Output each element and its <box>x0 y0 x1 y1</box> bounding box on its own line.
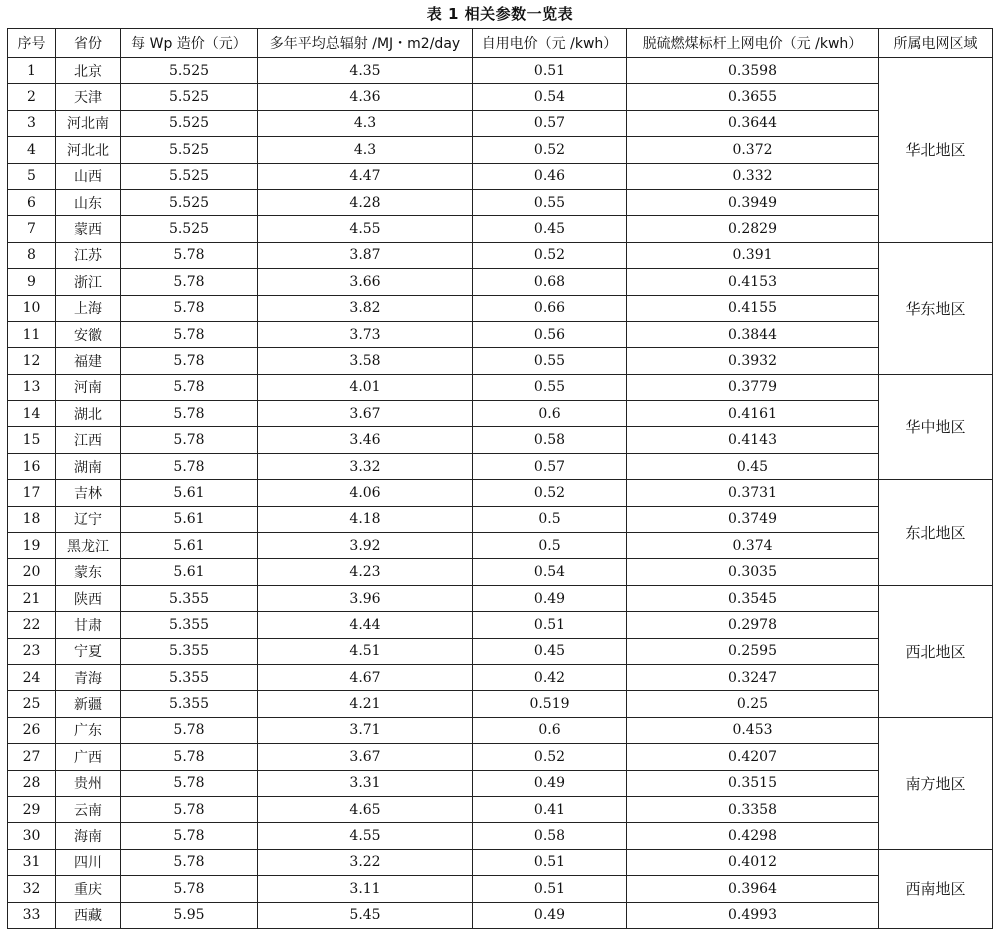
cell-index: 33 <box>8 902 56 928</box>
table-row <box>8 585 993 611</box>
table-row <box>8 163 993 189</box>
cell-radiation: 4.06 <box>258 480 473 506</box>
cell-index: 3 <box>8 110 56 136</box>
cell-cost-per-wp: 5.525 <box>121 216 258 242</box>
cell-province: 江西 <box>56 427 121 453</box>
cell-radiation: 3.82 <box>258 295 473 321</box>
cell-radiation: 3.71 <box>258 717 473 743</box>
cell-radiation: 4.21 <box>258 691 473 717</box>
cell-province: 蒙东 <box>56 559 121 585</box>
cell-cost-per-wp: 5.78 <box>121 823 258 849</box>
cell-grid-price: 0.3644 <box>627 110 879 136</box>
cell-self-use-price: 0.57 <box>473 453 627 479</box>
cell-radiation: 4.3 <box>258 110 473 136</box>
cell-self-use-price: 0.6 <box>473 401 627 427</box>
cell-self-use-price: 0.51 <box>473 876 627 902</box>
cell-index: 31 <box>8 849 56 875</box>
cell-self-use-price: 0.519 <box>473 691 627 717</box>
table-row <box>8 427 993 453</box>
cell-index: 26 <box>8 717 56 743</box>
cell-index: 7 <box>8 216 56 242</box>
cell-grid-price: 0.372 <box>627 137 879 163</box>
cell-province: 青海 <box>56 664 121 690</box>
cell-cost-per-wp: 5.355 <box>121 612 258 638</box>
cell-province: 山西 <box>56 163 121 189</box>
cell-province: 四川 <box>56 849 121 875</box>
cell-radiation: 3.11 <box>258 876 473 902</box>
cell-province: 云南 <box>56 796 121 822</box>
cell-grid-price: 0.4161 <box>627 401 879 427</box>
cell-province: 黑龙江 <box>56 533 121 559</box>
cell-grid-price: 0.4155 <box>627 295 879 321</box>
cell-province: 福建 <box>56 348 121 374</box>
cell-index: 9 <box>8 269 56 295</box>
cell-province: 贵州 <box>56 770 121 796</box>
table-row <box>8 612 993 638</box>
cell-cost-per-wp: 5.355 <box>121 585 258 611</box>
cell-grid-price: 0.332 <box>627 163 879 189</box>
cell-index: 14 <box>8 401 56 427</box>
cell-grid-price: 0.453 <box>627 717 879 743</box>
table-row <box>8 269 993 295</box>
cell-self-use-price: 0.52 <box>473 137 627 163</box>
table-row <box>8 453 993 479</box>
cell-radiation: 3.73 <box>258 321 473 347</box>
cell-cost-per-wp: 5.78 <box>121 374 258 400</box>
cell-radiation: 4.55 <box>258 823 473 849</box>
cell-province: 广西 <box>56 744 121 770</box>
cell-cost-per-wp: 5.78 <box>121 348 258 374</box>
header-self-use-price: 自用电价（元 /kwh） <box>473 29 627 58</box>
table-row <box>8 849 993 875</box>
cell-grid-price: 0.4153 <box>627 269 879 295</box>
cell-self-use-price: 0.52 <box>473 744 627 770</box>
cell-index: 19 <box>8 533 56 559</box>
table-row <box>8 137 993 163</box>
cell-self-use-price: 0.55 <box>473 189 627 215</box>
cell-radiation: 3.32 <box>258 453 473 479</box>
cell-grid-price: 0.3358 <box>627 796 879 822</box>
cell-province: 上海 <box>56 295 121 321</box>
cell-province: 陕西 <box>56 585 121 611</box>
header-grid-region: 所属电网区域 <box>879 29 993 58</box>
cell-cost-per-wp: 5.525 <box>121 84 258 110</box>
cell-index: 24 <box>8 664 56 690</box>
table-row <box>8 638 993 664</box>
table-row <box>8 189 993 215</box>
cell-province: 湖北 <box>56 401 121 427</box>
cell-grid-region: 东北地区 <box>879 480 993 586</box>
cell-cost-per-wp: 5.78 <box>121 876 258 902</box>
cell-province: 宁夏 <box>56 638 121 664</box>
cell-radiation: 3.22 <box>258 849 473 875</box>
table-row <box>8 770 993 796</box>
cell-radiation: 3.92 <box>258 533 473 559</box>
cell-self-use-price: 0.51 <box>473 612 627 638</box>
cell-self-use-price: 0.5 <box>473 533 627 559</box>
cell-radiation: 4.23 <box>258 559 473 585</box>
table-row <box>8 876 993 902</box>
table-row <box>8 902 993 928</box>
header-row <box>8 29 993 58</box>
cell-grid-price: 0.3749 <box>627 506 879 532</box>
header-province: 省份 <box>56 29 121 58</box>
cell-self-use-price: 0.56 <box>473 321 627 347</box>
cell-cost-per-wp: 5.525 <box>121 163 258 189</box>
cell-self-use-price: 0.42 <box>473 664 627 690</box>
table-row <box>8 348 993 374</box>
table-row <box>8 110 993 136</box>
cell-self-use-price: 0.58 <box>473 427 627 453</box>
cell-index: 16 <box>8 453 56 479</box>
cell-grid-region: 西北地区 <box>879 585 993 717</box>
cell-province: 天津 <box>56 84 121 110</box>
cell-radiation: 3.67 <box>258 401 473 427</box>
cell-grid-region: 华中地区 <box>879 374 993 480</box>
cell-grid-price: 0.3779 <box>627 374 879 400</box>
cell-province: 西藏 <box>56 902 121 928</box>
cell-province: 河南 <box>56 374 121 400</box>
cell-grid-price: 0.3515 <box>627 770 879 796</box>
cell-radiation: 3.87 <box>258 242 473 268</box>
cell-index: 11 <box>8 321 56 347</box>
cell-cost-per-wp: 5.78 <box>121 453 258 479</box>
cell-grid-price: 0.3731 <box>627 480 879 506</box>
cell-province: 山东 <box>56 189 121 215</box>
cell-index: 30 <box>8 823 56 849</box>
cell-radiation: 5.45 <box>258 902 473 928</box>
cell-cost-per-wp: 5.78 <box>121 269 258 295</box>
cell-index: 28 <box>8 770 56 796</box>
cell-grid-price: 0.391 <box>627 242 879 268</box>
cell-self-use-price: 0.58 <box>473 823 627 849</box>
cell-cost-per-wp: 5.78 <box>121 321 258 347</box>
cell-cost-per-wp: 5.525 <box>121 110 258 136</box>
cell-grid-price: 0.3598 <box>627 58 879 84</box>
cell-cost-per-wp: 5.78 <box>121 717 258 743</box>
table-row <box>8 559 993 585</box>
cell-grid-price: 0.3545 <box>627 585 879 611</box>
table-row <box>8 321 993 347</box>
table-row <box>8 717 993 743</box>
cell-self-use-price: 0.49 <box>473 902 627 928</box>
cell-cost-per-wp: 5.78 <box>121 744 258 770</box>
table-row <box>8 796 993 822</box>
cell-radiation: 4.3 <box>258 137 473 163</box>
cell-self-use-price: 0.45 <box>473 216 627 242</box>
cell-self-use-price: 0.5 <box>473 506 627 532</box>
cell-cost-per-wp: 5.78 <box>121 849 258 875</box>
cell-index: 18 <box>8 506 56 532</box>
cell-self-use-price: 0.45 <box>473 638 627 664</box>
table-row <box>8 242 993 268</box>
cell-grid-price: 0.374 <box>627 533 879 559</box>
table-row <box>8 401 993 427</box>
table-row <box>8 664 993 690</box>
header-radiation: 多年平均总辐射 /MJ・m2/day <box>258 29 473 58</box>
cell-grid-price: 0.3035 <box>627 559 879 585</box>
cell-grid-price: 0.2595 <box>627 638 879 664</box>
cell-index: 22 <box>8 612 56 638</box>
cell-cost-per-wp: 5.355 <box>121 638 258 664</box>
cell-province: 安徽 <box>56 321 121 347</box>
cell-grid-price: 0.3964 <box>627 876 879 902</box>
cell-self-use-price: 0.51 <box>473 849 627 875</box>
cell-self-use-price: 0.55 <box>473 374 627 400</box>
table-row <box>8 58 993 84</box>
header-index: 序号 <box>8 29 56 58</box>
cell-radiation: 3.46 <box>258 427 473 453</box>
cell-grid-price: 0.3949 <box>627 189 879 215</box>
cell-province: 蒙西 <box>56 216 121 242</box>
cell-self-use-price: 0.51 <box>473 58 627 84</box>
cell-province: 湖南 <box>56 453 121 479</box>
cell-radiation: 4.44 <box>258 612 473 638</box>
table-row <box>8 480 993 506</box>
table-row <box>8 691 993 717</box>
cell-cost-per-wp: 5.355 <box>121 691 258 717</box>
cell-index: 10 <box>8 295 56 321</box>
cell-grid-price: 0.3932 <box>627 348 879 374</box>
header-cost-per-wp: 每 Wp 造价（元） <box>121 29 258 58</box>
table-body <box>8 58 993 929</box>
cell-cost-per-wp: 5.78 <box>121 242 258 268</box>
cell-radiation: 4.51 <box>258 638 473 664</box>
cell-self-use-price: 0.46 <box>473 163 627 189</box>
cell-index: 17 <box>8 480 56 506</box>
table-row <box>8 84 993 110</box>
cell-cost-per-wp: 5.95 <box>121 902 258 928</box>
cell-index: 1 <box>8 58 56 84</box>
cell-radiation: 3.58 <box>258 348 473 374</box>
cell-province: 广东 <box>56 717 121 743</box>
cell-self-use-price: 0.49 <box>473 585 627 611</box>
table-title: 表 1 相关参数一览表 <box>426 5 574 23</box>
cell-grid-region: 南方地区 <box>879 717 993 849</box>
cell-grid-price: 0.4012 <box>627 849 879 875</box>
table-row <box>8 374 993 400</box>
cell-province: 重庆 <box>56 876 121 902</box>
cell-province: 河北南 <box>56 110 121 136</box>
cell-index: 25 <box>8 691 56 717</box>
cell-province: 河北北 <box>56 137 121 163</box>
cell-cost-per-wp: 5.525 <box>121 189 258 215</box>
cell-self-use-price: 0.49 <box>473 770 627 796</box>
cell-index: 15 <box>8 427 56 453</box>
cell-index: 21 <box>8 585 56 611</box>
cell-grid-price: 0.3844 <box>627 321 879 347</box>
cell-grid-price: 0.3247 <box>627 664 879 690</box>
cell-grid-price: 0.45 <box>627 453 879 479</box>
cell-radiation: 3.96 <box>258 585 473 611</box>
cell-self-use-price: 0.6 <box>473 717 627 743</box>
cell-cost-per-wp: 5.61 <box>121 480 258 506</box>
cell-index: 32 <box>8 876 56 902</box>
table-row <box>8 295 993 321</box>
cell-cost-per-wp: 5.78 <box>121 796 258 822</box>
cell-self-use-price: 0.41 <box>473 796 627 822</box>
cell-province: 北京 <box>56 58 121 84</box>
cell-cost-per-wp: 5.61 <box>121 533 258 559</box>
cell-cost-per-wp: 5.78 <box>121 401 258 427</box>
cell-self-use-price: 0.55 <box>473 348 627 374</box>
cell-cost-per-wp: 5.525 <box>121 58 258 84</box>
cell-index: 5 <box>8 163 56 189</box>
cell-cost-per-wp: 5.78 <box>121 295 258 321</box>
cell-self-use-price: 0.68 <box>473 269 627 295</box>
cell-province: 吉林 <box>56 480 121 506</box>
cell-cost-per-wp: 5.78 <box>121 770 258 796</box>
cell-self-use-price: 0.66 <box>473 295 627 321</box>
table-row <box>8 216 993 242</box>
cell-radiation: 4.47 <box>258 163 473 189</box>
cell-cost-per-wp: 5.78 <box>121 427 258 453</box>
cell-cost-per-wp: 5.61 <box>121 559 258 585</box>
cell-index: 23 <box>8 638 56 664</box>
cell-self-use-price: 0.52 <box>473 480 627 506</box>
parameter-table <box>7 28 993 929</box>
cell-cost-per-wp: 5.355 <box>121 664 258 690</box>
cell-index: 2 <box>8 84 56 110</box>
cell-cost-per-wp: 5.525 <box>121 137 258 163</box>
cell-province: 甘肃 <box>56 612 121 638</box>
cell-grid-price: 0.3655 <box>627 84 879 110</box>
cell-grid-price: 0.25 <box>627 691 879 717</box>
cell-index: 20 <box>8 559 56 585</box>
cell-province: 海南 <box>56 823 121 849</box>
cell-province: 江苏 <box>56 242 121 268</box>
cell-cost-per-wp: 5.61 <box>121 506 258 532</box>
cell-radiation: 3.67 <box>258 744 473 770</box>
cell-self-use-price: 0.54 <box>473 559 627 585</box>
cell-self-use-price: 0.54 <box>473 84 627 110</box>
cell-index: 29 <box>8 796 56 822</box>
table-row <box>8 506 993 532</box>
cell-index: 8 <box>8 242 56 268</box>
cell-grid-price: 0.4993 <box>627 902 879 928</box>
cell-radiation: 4.65 <box>258 796 473 822</box>
cell-index: 6 <box>8 189 56 215</box>
cell-radiation: 3.31 <box>258 770 473 796</box>
cell-radiation: 4.28 <box>258 189 473 215</box>
cell-province: 辽宁 <box>56 506 121 532</box>
cell-radiation: 4.55 <box>258 216 473 242</box>
cell-index: 4 <box>8 137 56 163</box>
cell-radiation: 3.66 <box>258 269 473 295</box>
cell-grid-price: 0.4207 <box>627 744 879 770</box>
cell-index: 27 <box>8 744 56 770</box>
table-row <box>8 744 993 770</box>
cell-grid-region: 华北地区 <box>879 58 993 243</box>
cell-index: 12 <box>8 348 56 374</box>
header-grid-price: 脱硫燃煤标杆上网电价（元 /kwh） <box>627 29 879 58</box>
cell-self-use-price: 0.57 <box>473 110 627 136</box>
cell-grid-region: 华东地区 <box>879 242 993 374</box>
table-row <box>8 533 993 559</box>
table-row <box>8 823 993 849</box>
cell-grid-region: 西南地区 <box>879 849 993 928</box>
cell-radiation: 4.67 <box>258 664 473 690</box>
cell-grid-price: 0.2978 <box>627 612 879 638</box>
cell-radiation: 4.01 <box>258 374 473 400</box>
cell-radiation: 4.36 <box>258 84 473 110</box>
cell-radiation: 4.18 <box>258 506 473 532</box>
cell-grid-price: 0.2829 <box>627 216 879 242</box>
cell-province: 新疆 <box>56 691 121 717</box>
cell-grid-price: 0.4298 <box>627 823 879 849</box>
cell-province: 浙江 <box>56 269 121 295</box>
cell-grid-price: 0.4143 <box>627 427 879 453</box>
cell-index: 13 <box>8 374 56 400</box>
cell-radiation: 4.35 <box>258 58 473 84</box>
cell-self-use-price: 0.52 <box>473 242 627 268</box>
